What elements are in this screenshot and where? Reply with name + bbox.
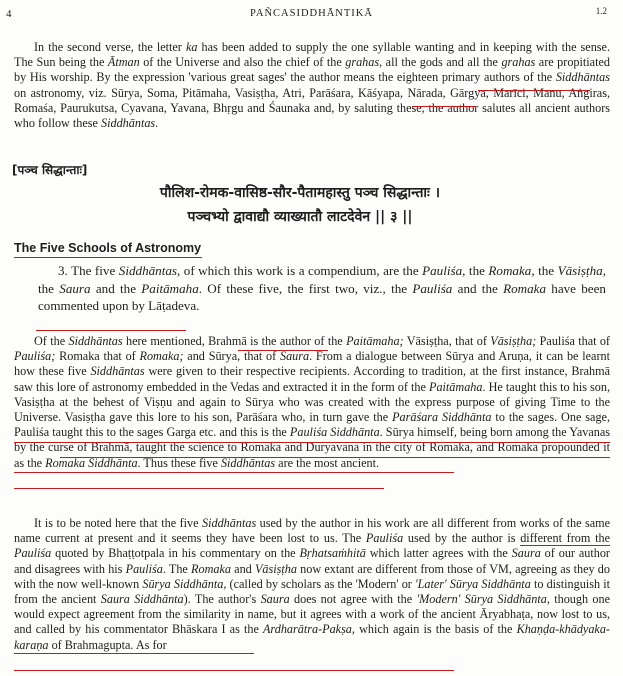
red-underline-annotation: [520, 545, 610, 546]
red-underline-annotation: [14, 488, 384, 489]
red-underline-annotation: [14, 472, 454, 473]
running-header: [0, 6, 623, 22]
red-underline-annotation: [14, 670, 454, 671]
red-underline-annotation: [14, 442, 610, 443]
red-underline-annotation: [478, 90, 590, 91]
verse-line-2: पञ्चभ्यो द्वावाद्यौ व्याख्यातौ लाटदेवेन || ३ ||: [187, 209, 413, 225]
red-underline-annotation: [238, 350, 328, 351]
red-underline-annotation: [36, 330, 186, 331]
paragraph-five-siddhantas: 3. The five Siddhāntas, of which this work is a compendium, are the Pauliśa, the Romaka, the Vāsiṣṭha, the Saura and the Paitāmaha. Of these five, the first two, viz., the Pauliśa and the Romaka have been commented upon by Lāṭadeva.: [38, 263, 606, 313]
red-underline-annotation: [412, 106, 476, 107]
paragraph-tradition: Of the Siddhāntas here mentioned, Brahmā is the author of the Paitāmaha; Vāsiṣṭha, that of Vāsiṣṭha; Pauliśa that of Pauliśa; Romaka that of Romaka; and Sūrya, that of Saura. From a dialogue between Sūrya and Aruṇa, it can be learnt how these five Siddhāntas were given to their respective recipients. According to tradition, at the first instance, Brahmā saw this lore of astronomy embedded in the Vedas and extracted it in the form of the Paitāmaha. He taught this to his son, Vasiṣṭha at the behest of Viṣṇu and again to Sūrya who was created with the express purpose of giving Time to the Universe. Vasiṣṭha gave this lore to his son, Parāśara who, in turn gave the Parāśara Siddhānta to the sages. One sage, Pauliśa taught this to the sages Garga etc. and this is the Pauliśa Siddhānta. Sūrya himself, being born among the Yavanas by the curse of Brahmā, taught the science to Romaka and Duryavana in the city of Romaka, and Romaka propounded it as the Romaka Siddhānta. Thus these five Siddhāntas are the most ancient.: [14, 334, 611, 470]
paragraph-second-verse: In the second verse, the letter ka has been added to supply the one syllable wanting and in keeping with the sense. The Sun being the Ātman of the Universe and also the chief of the grahas, all the gods and all the grahas are propitiated by His worship. By the expression 'various great sages' the author means the eighteen primary authors of the Siddhāntas on astronomy, viz. Sūrya, Soma, Pitāmaha, Vasiṣṭha, Atri, Parāśara, Kāśyapa, Nārada, Gārgya, Marīci, Manu, Aṅgiras, Romaśa, Paurukutsa, Cyavana, Yavana, Bhṛgu and Śaunaka and, by saluting these, the author salutes all ancient authors who follow these Siddhāntas.: [14, 40, 610, 131]
page-number: 4: [6, 8, 12, 20]
section-title: The Five Schools of Astronomy: [14, 241, 202, 255]
sanskrit-heading: [पञ्च सिद्धान्ताः]: [12, 163, 88, 177]
paragraph-lost-works: It is to be noted here that the five Siddhāntas used by the author in his work are all different from works of the same name current at present and it seems they have been lost to us. The Pauliśa used by the author is different from the Pauliśa quoted by Bhaṭṭotpala in his commentary on the Bṛhatsaṁhitā which latter agrees with the Saura of our author and disagrees with his Pauliśa. The Romaka and Vāsiṣṭha now extant are different from those of VM, agreeing as they do with the now well-known Sūrya Siddhānta, (called by scholars as the 'Modern' or 'Later' Sūrya Siddhānta to distinguish it from the ancient Saura Siddhānta). The author's Saura does not agree with the 'Modern' Sūrya Siddhānta, though one would expect agreement from the similarity in name, but it agrees with a work of the ancient Āryabhaṭa, now lost to us, and called by his commentator Bhāskara I as the Ardharātra-Pakṣa, which again is the basis of the Khaṇḍa-khādyaka-karaṇa of Brahmagupta. As for: [14, 516, 611, 652]
red-underline-annotation: [14, 653, 254, 654]
red-underline-annotation: [14, 257, 202, 258]
red-underline-annotation: [60, 457, 610, 458]
running-title: PAÑCASIDDHĀNTIKĀ: [250, 8, 373, 19]
corner-mark: 1.2: [595, 6, 607, 16]
verse-line-1: पौलिश-रोमक-वासिष्ठ-सौर-पैतामहास्तु पञ्च सिद्धान्ताः ।: [159, 185, 441, 201]
